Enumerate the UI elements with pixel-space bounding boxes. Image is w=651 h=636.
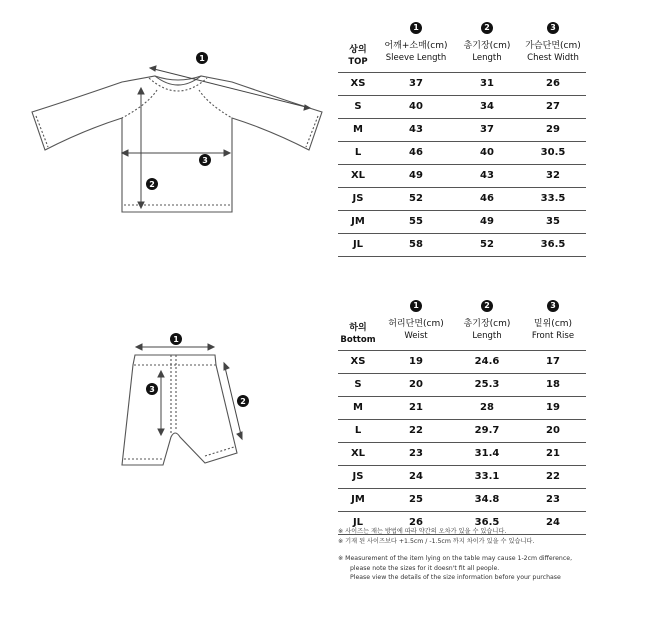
value-cell: 19 [409, 356, 423, 367]
value-cell: 29 [546, 124, 560, 135]
svg-text:3: 3 [149, 385, 155, 394]
bottom-marker-1 [170, 333, 182, 345]
table-row [338, 118, 586, 141]
bottom-col-rise [520, 280, 586, 341]
table-row [338, 233, 586, 257]
top-marker-1 [196, 52, 208, 64]
value-cell: 28 [480, 402, 494, 413]
table-row [338, 442, 586, 465]
value-cell: 20 [546, 425, 560, 436]
bottom-col-waist [378, 280, 454, 341]
value-cell: 24 [546, 517, 560, 528]
bottom-col-length [454, 280, 520, 341]
table-row [338, 396, 586, 419]
column-label-en: Front Rise [531, 331, 575, 341]
size-cell: JL [352, 239, 364, 250]
top-marker-2 [146, 178, 158, 190]
value-cell: 43 [409, 124, 423, 135]
top-category-cell [338, 2, 378, 67]
bottom-marker-3 [146, 383, 158, 395]
value-cell: 23 [546, 494, 560, 505]
value-cell: 22 [409, 425, 423, 436]
number-badge: 3 [547, 300, 559, 312]
bottom-table-header [338, 280, 586, 350]
value-cell: 49 [480, 216, 494, 227]
table-row [338, 373, 586, 396]
top-col-length [454, 2, 520, 63]
size-cell: JM [351, 216, 365, 227]
value-cell: 26 [409, 517, 423, 528]
value-cell: 49 [409, 170, 423, 181]
value-cell: 40 [480, 147, 494, 158]
size-cell: XL [350, 448, 366, 459]
note-ko-2: ※ 기재 된 사이즈보다 +1.5cm / -1.5cm 까지 차이가 있을 수 있습니다. [338, 537, 535, 545]
column-label-ko: 총기장(cm) [463, 319, 511, 329]
number-badge: 1 [410, 300, 422, 312]
bottom-marker-2 [237, 395, 249, 407]
table-row [338, 141, 586, 164]
column-label-ko: 허리단면(cm) [388, 319, 444, 329]
table-row [338, 488, 586, 511]
value-cell: 33.1 [474, 471, 500, 482]
value-cell: 23 [409, 448, 423, 459]
column-label-ko: 총기장(cm) [463, 41, 511, 51]
note-en-3: Please view the details of the size information before your purchase [350, 574, 561, 581]
value-cell: 25 [409, 494, 423, 505]
svg-text:3: 3 [202, 156, 208, 165]
note-en-1: ※ Measurement of the item lying on the table may cause 1-2cm difference, [338, 555, 573, 562]
svg-text:1: 1 [199, 54, 205, 63]
value-cell: 37 [409, 78, 423, 89]
number-badge: 1 [410, 22, 422, 34]
value-cell: 30.5 [540, 147, 566, 158]
bottom-category-cell [338, 280, 378, 345]
top-col-sleeve [378, 2, 454, 63]
value-cell: 17 [546, 356, 560, 367]
size-cell: S [354, 379, 362, 390]
value-cell: 25.3 [474, 379, 500, 390]
size-notes [338, 527, 638, 583]
value-cell: 24.6 [474, 356, 500, 367]
value-cell: 33.5 [540, 193, 566, 204]
top-size-table [338, 2, 586, 257]
value-cell: 24 [409, 471, 423, 482]
size-cell: S [354, 101, 362, 112]
column-label-en: Chest Width [527, 53, 579, 63]
column-label-en: Sleeve Length [385, 53, 447, 63]
value-cell: 58 [409, 239, 423, 250]
column-label-ko: 가슴단면(cm) [525, 41, 581, 51]
value-cell: 29.7 [474, 425, 500, 436]
bottom-garment-diagram [0, 325, 330, 485]
value-cell: 36.5 [474, 517, 500, 528]
value-cell: 52 [409, 193, 423, 204]
size-cell: M [353, 402, 363, 413]
value-cell: 21 [409, 402, 423, 413]
column-label-ko: 밑위(cm) [533, 319, 573, 329]
size-cell: JS [352, 193, 364, 204]
size-cell: M [353, 124, 363, 135]
top-marker-3 [199, 154, 211, 166]
top-category-en: TOP [348, 57, 368, 67]
table-row [338, 419, 586, 442]
size-cell: JS [352, 471, 364, 482]
table-row [338, 72, 586, 95]
top-table-header [338, 2, 586, 72]
table-row [338, 350, 586, 373]
size-cell: XL [350, 170, 366, 181]
value-cell: 32 [546, 170, 560, 181]
bottom-category-en: Bottom [340, 335, 376, 345]
column-label-en: Length [472, 331, 502, 341]
size-cell: XS [350, 356, 366, 367]
table-row [338, 187, 586, 210]
size-cell: JL [352, 517, 364, 528]
value-cell: 22 [546, 471, 560, 482]
number-badge: 3 [547, 22, 559, 34]
bottom-size-table [338, 280, 586, 535]
value-cell: 31 [480, 78, 494, 89]
number-badge: 2 [481, 300, 493, 312]
top-garment-diagram [0, 40, 330, 230]
value-cell: 52 [480, 239, 494, 250]
value-cell: 31.4 [474, 448, 500, 459]
value-cell: 34 [480, 101, 494, 112]
note-en-2: please note the sizes for it doesn't fit all people. [350, 564, 500, 572]
column-label-ko: 어깨+소매(cm) [384, 41, 448, 51]
column-label-en: Weist [404, 331, 428, 341]
svg-text:2: 2 [240, 397, 246, 406]
svg-text:1: 1 [173, 335, 179, 344]
top-col-chest [520, 2, 586, 63]
value-cell: 34.8 [474, 494, 500, 505]
value-cell: 21 [546, 448, 560, 459]
svg-text:2: 2 [149, 180, 155, 189]
table-row [338, 164, 586, 187]
value-cell: 27 [546, 101, 560, 112]
value-cell: 55 [409, 216, 423, 227]
table-row [338, 95, 586, 118]
value-cell: 46 [480, 193, 494, 204]
value-cell: 18 [546, 379, 560, 390]
value-cell: 37 [480, 124, 494, 135]
size-cell: JM [351, 494, 365, 505]
top-shirt-outline [32, 76, 322, 212]
table-row [338, 210, 586, 233]
value-cell: 26 [546, 78, 560, 89]
note-ko-1: ※ 사이즈는 재는 방법에 따라 약간의 오차가 있을 수 있습니다. [338, 528, 507, 535]
size-cell: L [354, 425, 362, 436]
top-category-ko: 상의 [349, 45, 367, 55]
column-label-en: Length [472, 53, 502, 63]
value-cell: 36.5 [540, 239, 566, 250]
value-cell: 20 [409, 379, 423, 390]
size-cell: XS [350, 78, 366, 89]
bottom-category-ko: 하의 [349, 323, 367, 333]
shorts-outline [122, 355, 237, 465]
value-cell: 46 [409, 147, 423, 158]
value-cell: 19 [546, 402, 560, 413]
value-cell: 40 [409, 101, 423, 112]
number-badge: 2 [481, 22, 493, 34]
value-cell: 35 [546, 216, 560, 227]
value-cell: 43 [480, 170, 494, 181]
table-row [338, 465, 586, 488]
size-cell: L [354, 147, 362, 158]
